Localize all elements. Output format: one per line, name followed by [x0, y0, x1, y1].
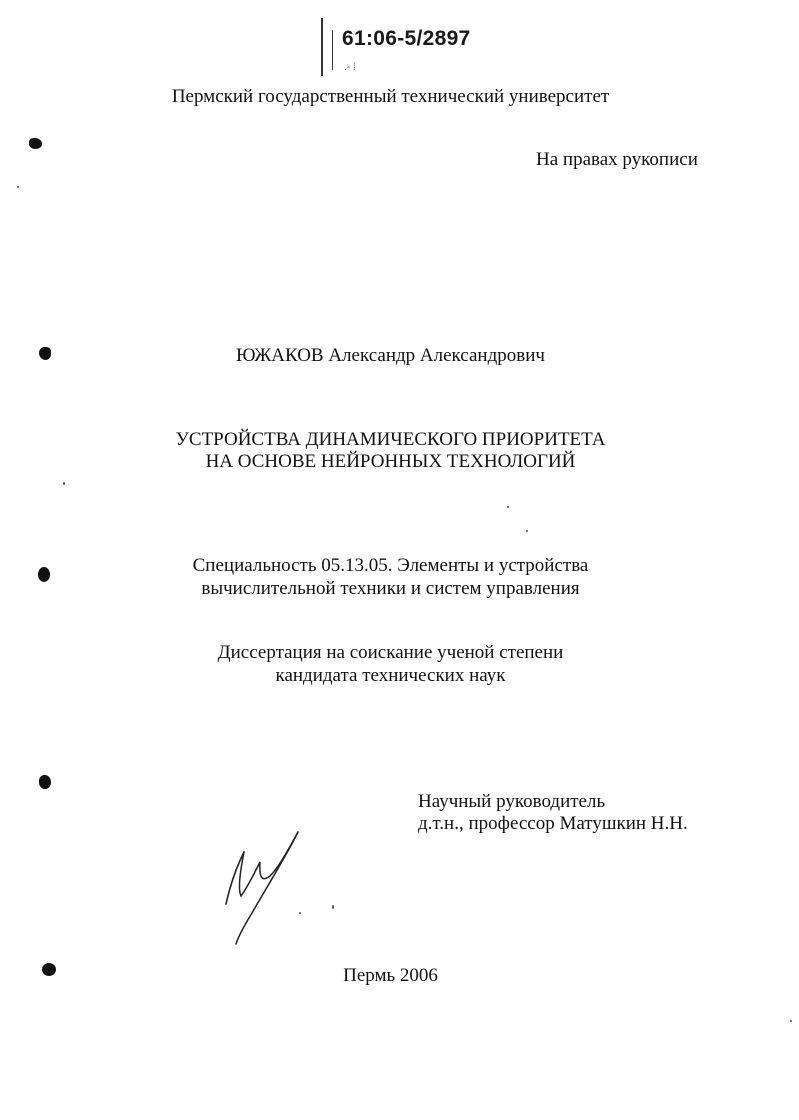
scan-speck: [790, 1020, 792, 1022]
stamp-mark: .- ⁞: [344, 62, 356, 73]
thesis-title-line-2: НА ОСНОВЕ НЕЙРОННЫХ ТЕХНОЛОГИЙ: [205, 451, 576, 472]
author-name: ЮЖАКОВ Александр Александрович: [236, 345, 545, 366]
manuscript-rights-note: На правах рукописи: [536, 149, 698, 170]
supervisor-signature: [214, 822, 324, 947]
scan-speck: [17, 186, 19, 188]
scan-speck: [332, 905, 334, 909]
library-stamp-number: 61:06-5/2897: [342, 27, 471, 50]
stamp-bar-right: [332, 30, 333, 70]
university-name: Пермский государственный технический университет: [171, 86, 610, 107]
scan-speck: [63, 482, 65, 485]
scan-speck: [507, 506, 509, 508]
city-and-year: Пермь 2006: [343, 965, 438, 986]
supervisor-name: д.т.н., профессор Матушкин Н.Н.: [418, 813, 688, 834]
stamp-bar-left: [321, 18, 323, 76]
thesis-title-line-1: УСТРОЙСТВА ДИНАМИЧЕСКОГО ПРИОРИТЕТА: [175, 429, 606, 450]
degree-line-2: кандидата технических наук: [275, 665, 506, 686]
scan-speck: [526, 530, 528, 532]
degree-line-1: Диссертация на соискание ученой степени: [217, 642, 564, 663]
specialty-line-1: Специальность 05.13.05. Элементы и устройства: [192, 555, 589, 576]
binder-hole: [39, 775, 51, 789]
binder-hole: [29, 138, 42, 149]
supervisor-role: Научный руководитель: [418, 791, 606, 812]
specialty-line-2: вычислительной техники и систем управления: [201, 578, 580, 599]
